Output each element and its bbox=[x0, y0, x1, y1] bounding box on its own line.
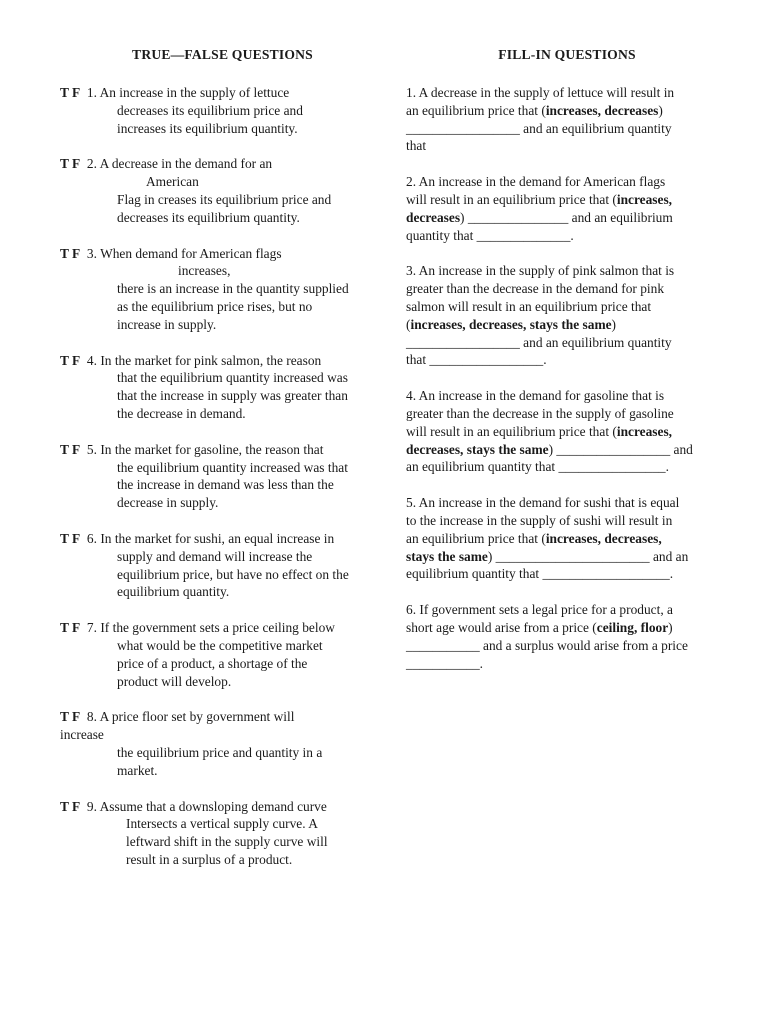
paren: ) bbox=[611, 316, 617, 332]
question-text[interactable]: an equilibrium quantity that ________________. bbox=[406, 459, 669, 475]
answer-options: stays the same bbox=[406, 548, 488, 564]
tf-question-3 bbox=[60, 245, 385, 334]
true-false-title: TRUE—FALSE QUESTIONS bbox=[132, 47, 313, 62]
question-text: Assume that a downsloping demand curve bbox=[99, 798, 327, 814]
question-text: American bbox=[146, 174, 199, 190]
answer-blank[interactable]: _________________ bbox=[406, 334, 520, 350]
question-text: there is an increase in the quantity supplied bbox=[117, 281, 349, 297]
question-text: 4. An increase in the demand for gasoline that is bbox=[406, 388, 665, 404]
question-text: 6. If government sets a legal price for a product, a bbox=[406, 602, 673, 618]
tf-marks[interactable]: T F bbox=[60, 620, 81, 636]
question-number: 3. bbox=[86, 245, 97, 261]
question-text: what would be the competitive market bbox=[117, 637, 323, 653]
answer-options: decreases, stays the same bbox=[406, 441, 549, 457]
question-number: 1. bbox=[86, 85, 97, 100]
question-text[interactable]: that _________________. bbox=[406, 352, 547, 368]
question-text: result in a surplus of a product. bbox=[126, 851, 293, 867]
question-text: an equilibrium price that ( bbox=[406, 102, 546, 118]
paren: ) bbox=[668, 619, 673, 635]
answer-options: increases, bbox=[616, 191, 673, 207]
question-number: 8. bbox=[86, 709, 97, 725]
fill-in-title: FILL-IN QUESTIONS bbox=[498, 47, 636, 62]
tf-marks[interactable]: T F bbox=[60, 352, 81, 368]
tf-question-5 bbox=[60, 441, 385, 512]
question-text: market. bbox=[117, 762, 158, 778]
tf-marks[interactable]: T F bbox=[60, 85, 81, 100]
question-text: Intersects a vertical supply curve. A bbox=[126, 816, 318, 832]
question-text: that bbox=[406, 138, 427, 154]
question-text: A price floor set by government will bbox=[99, 709, 295, 725]
tf-marks[interactable]: T F bbox=[60, 245, 81, 261]
question-number: 5. bbox=[86, 441, 97, 457]
question-text: increase bbox=[60, 727, 104, 743]
paren: ) bbox=[658, 102, 663, 118]
question-text: A decrease in the demand for an bbox=[99, 156, 273, 172]
question-text: increases, bbox=[178, 263, 231, 279]
question-text[interactable]: ) _________________ and bbox=[548, 441, 693, 457]
question-text: leftward shift in the supply curve will bbox=[126, 834, 328, 850]
question-text: If the government sets a price ceiling below bbox=[100, 620, 335, 636]
question-text: the equilibrium price and quantity in a bbox=[117, 744, 323, 760]
question-number: 9. bbox=[86, 798, 97, 814]
question-number: 6. bbox=[86, 530, 97, 546]
question-text: In the market for sushi, an equal increase in bbox=[100, 530, 335, 546]
question-text: decrease in supply. bbox=[117, 495, 219, 511]
question-text: will result in an equilibrium price that ( bbox=[406, 191, 617, 207]
question-text: 5. An increase in the demand for sushi that is equal bbox=[406, 495, 680, 511]
question-text: 1. A decrease in the supply of lettuce will result in bbox=[406, 85, 675, 100]
question-text: as the equilibrium price rises, but no bbox=[117, 298, 313, 314]
question-text: that the increase in supply was greater than bbox=[117, 388, 348, 404]
question-text: increase in supply. bbox=[117, 316, 217, 332]
tf-question-7 bbox=[60, 619, 385, 690]
question-number: 4. bbox=[86, 352, 97, 368]
answer-options: ceiling, floor bbox=[596, 619, 669, 635]
question-text: short age would arise from a price ( bbox=[406, 619, 597, 635]
question-text: supply and demand will increase the bbox=[117, 548, 313, 564]
tf-marks[interactable]: T F bbox=[60, 798, 81, 814]
answer-blank[interactable]: ___________. bbox=[406, 655, 483, 671]
fill-in-question-3 bbox=[406, 262, 728, 369]
tf-question-8 bbox=[60, 708, 385, 779]
true-false-section bbox=[60, 46, 385, 887]
answer-options: increases, decreases, stays the same bbox=[410, 316, 612, 332]
answer-blank[interactable]: _________________ bbox=[406, 120, 520, 136]
question-text: decreases its equilibrium price and bbox=[117, 102, 303, 118]
question-text: decreases its equilibrium quantity. bbox=[117, 209, 300, 225]
fill-in-question-6 bbox=[406, 601, 728, 672]
question-text[interactable]: ___________ and a surplus would arise from a price bbox=[406, 637, 688, 653]
tf-question-1 bbox=[60, 84, 385, 137]
fill-in-question-4 bbox=[406, 387, 728, 476]
question-text: the decrease in demand. bbox=[117, 405, 246, 421]
answer-options: increases, bbox=[616, 423, 673, 439]
question-text: In the market for pink salmon, the reason bbox=[100, 352, 322, 368]
answer-options: decreases bbox=[406, 209, 461, 225]
question-text[interactable]: equilibrium quantity that ___________________. bbox=[406, 566, 674, 582]
question-text: 2. An increase in the demand for American flags bbox=[406, 174, 666, 190]
question-number: 2. bbox=[86, 156, 97, 172]
question-text: equilibrium quantity. bbox=[117, 584, 230, 600]
question-text: price of a product, a shortage of the bbox=[117, 655, 308, 671]
question-text: and an equilibrium quantity bbox=[519, 334, 672, 350]
question-text: salmon will result in an equilibrium price that bbox=[406, 298, 652, 314]
question-text: greater than the decrease in the supply of gasoline bbox=[406, 405, 674, 421]
question-text: increases its equilibrium quantity. bbox=[117, 120, 298, 136]
tf-marks[interactable]: T F bbox=[60, 441, 81, 457]
question-text: When demand for American flags bbox=[100, 245, 282, 261]
tf-question-4 bbox=[60, 352, 385, 423]
question-text[interactable]: ) _______________ and an equilibrium bbox=[460, 209, 673, 225]
fill-in-section bbox=[406, 46, 728, 690]
question-text: and an equilibrium quantity bbox=[519, 120, 672, 136]
question-text: to the increase in the supply of sushi will result in bbox=[406, 512, 673, 528]
tf-question-2 bbox=[60, 155, 385, 226]
answer-options: increases, decreases, bbox=[545, 530, 662, 546]
tf-marks[interactable]: T F bbox=[60, 530, 81, 546]
question-text: An increase in the supply of lettuce bbox=[99, 85, 290, 100]
question-text: the increase in demand was less than the bbox=[117, 477, 334, 493]
question-text: Flag in creases its equilibrium price and bbox=[117, 191, 332, 207]
question-text: product will develop. bbox=[117, 673, 232, 689]
question-text: In the market for gasoline, the reason that bbox=[100, 441, 324, 457]
question-text: the equilibrium quantity increased was that bbox=[117, 459, 348, 475]
answer-options: increases, decreases bbox=[545, 102, 659, 118]
fill-in-question-5 bbox=[406, 494, 728, 583]
tf-question-9 bbox=[60, 798, 385, 869]
question-number: 7. bbox=[86, 620, 97, 636]
question-text[interactable]: quantity that ______________. bbox=[406, 227, 574, 243]
tf-marks[interactable]: T F bbox=[60, 156, 81, 172]
fill-in-question-2 bbox=[406, 173, 728, 244]
question-text: equilibrium price, but have no effect on the bbox=[117, 566, 349, 582]
question-text: 3. An increase in the supply of pink salmon that is bbox=[406, 263, 675, 279]
tf-question-6 bbox=[60, 530, 385, 601]
tf-marks[interactable]: T F bbox=[60, 709, 81, 725]
question-text[interactable]: ) _______________________ and an bbox=[487, 548, 689, 564]
paren: ( bbox=[406, 316, 411, 332]
question-text: an equilibrium price that ( bbox=[406, 530, 546, 546]
question-text: will result in an equilibrium price that ( bbox=[406, 423, 617, 439]
question-text: that the equilibrium quantity increased was bbox=[117, 370, 348, 386]
fill-in-question-1 bbox=[406, 84, 728, 155]
question-text: greater than the decrease in the demand for pink bbox=[406, 281, 665, 297]
